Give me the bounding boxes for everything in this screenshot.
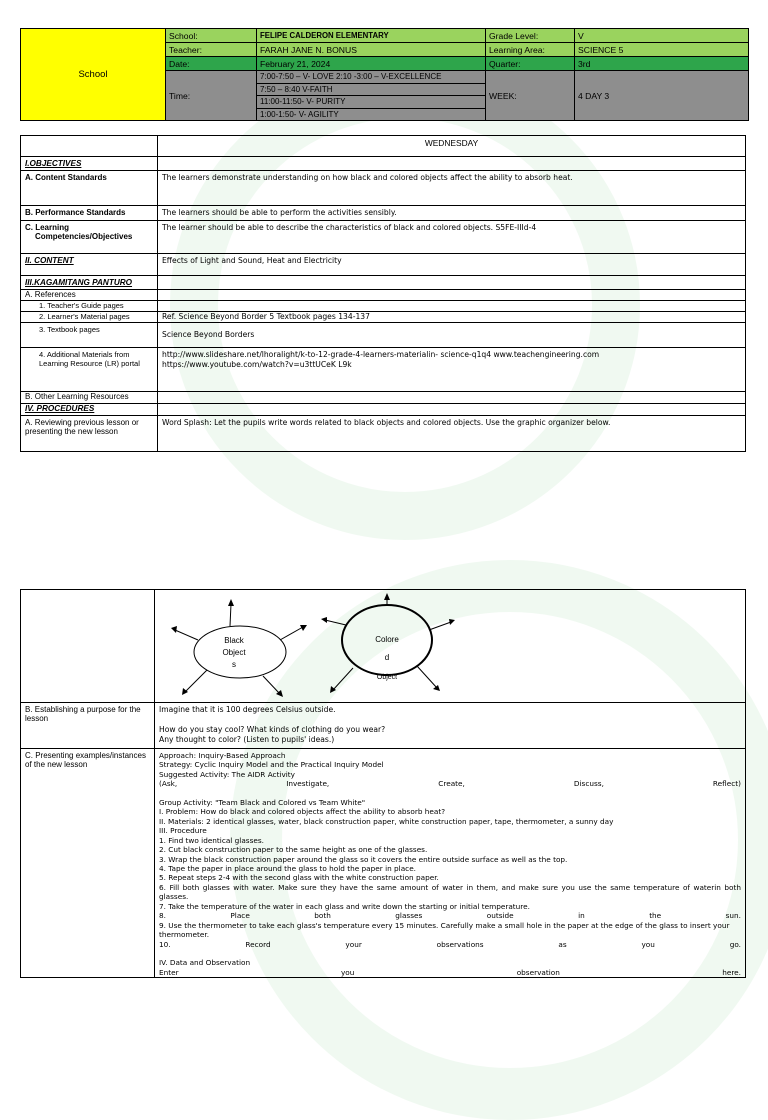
- reviewing-text: Word Splash: Let the pupils write words related to black objects and colored objects. Use the graphic organizer below.: [158, 416, 746, 452]
- school-label: School:: [166, 29, 257, 43]
- lesson-plan-table: [20, 135, 746, 452]
- word-splash-cell: [155, 590, 746, 703]
- week-label: WEEK:: [486, 71, 575, 121]
- content-text: Effects of Light and Sound, Heat and Electricity: [158, 254, 746, 276]
- week-value: 4 DAY 3: [575, 71, 749, 121]
- arrow-line: [325, 620, 346, 625]
- presenting-label: C. Presenting examples/instances of the new lesson: [21, 749, 155, 978]
- quarter-label: Quarter:: [486, 57, 575, 71]
- arrow-head: [449, 619, 455, 625]
- arrow-line: [417, 666, 437, 688]
- textbook-label: 3. Textbook pages: [21, 323, 158, 348]
- purpose-label: B. Establishing a purpose for the lesson: [21, 703, 155, 749]
- bubble-label-d: d: [384, 653, 390, 662]
- arrow-line: [185, 670, 207, 692]
- bubble-label-colore: Colore: [375, 635, 399, 644]
- date-label: Date:: [166, 57, 257, 71]
- step10-line: 10. Record your observations as you go.: [159, 939, 741, 949]
- objectives-heading: I.OBJECTIVES: [21, 157, 158, 171]
- kagamitang-heading: III.KAGAMITANG PANTURO: [21, 276, 158, 290]
- arrow-line: [175, 630, 198, 640]
- step8-line: 8. Place both glasses outside in the sun.: [159, 911, 741, 921]
- day-heading: WEDNESDAY: [158, 136, 746, 157]
- aidr-line: (Ask, Investigate, Create, Discuss, Reflect): [159, 779, 741, 789]
- arrow-head: [321, 617, 327, 623]
- time-line: 7:00-7:50 – V- LOVE 2:10 -3:00 – V-EXCELLENCE: [257, 71, 485, 84]
- arrow-head: [384, 593, 390, 600]
- competencies-label: C. Learning Competencies/Objectives: [21, 221, 158, 254]
- additional-materials-label: 4. Additional Materials from Learning Resource (LR) portal: [21, 348, 158, 392]
- reviewing-label: A. Reviewing previous lesson or presenting the new lesson: [21, 416, 158, 452]
- references-label: A. References: [21, 290, 158, 301]
- additional-materials-text: [158, 348, 746, 392]
- textbook-text: Science Beyond Borders: [158, 323, 746, 348]
- time-line: 11:00-11:50- V- PURITY: [257, 96, 485, 109]
- purpose-text: Imagine that it is 100 degrees Celsius outside. How do you stay cool? What kinds of clothing do you wear? Any thought to color? (Listen to pupils' ideas.): [155, 703, 746, 749]
- header-table: [20, 28, 749, 121]
- date-value: February 21, 2024: [257, 57, 486, 71]
- blank-cell: [21, 136, 158, 157]
- arrow-head: [433, 685, 440, 691]
- competencies-text: The learner should be able to describe the characteristics of black and colored objects. S5FE-IIId-4: [158, 221, 746, 254]
- slideshare-link[interactable]: http://www.slideshare.net/lhoralight/k-to-12-grade-4-learners-materialin- science-q1q4 www.teachengineering.com: [162, 350, 600, 359]
- area-label: Learning Area:: [486, 43, 575, 57]
- grade-label: Grade Level:: [486, 29, 575, 43]
- learners-material-label: 2. Learner's Material pages: [21, 312, 158, 323]
- bubble-label-object: Object: [376, 674, 398, 681]
- teachers-guide-label: 1. Teacher's Guide pages: [21, 301, 158, 312]
- time-values: [257, 71, 486, 121]
- quarter-value: 3rd: [575, 57, 749, 71]
- school-left-cell: School: [21, 29, 166, 121]
- teacher-value: FARAH JANE N. BONUS: [257, 43, 486, 57]
- enter-line: Enter you observation here.: [159, 967, 741, 977]
- content-heading: II. CONTENT: [21, 254, 158, 276]
- performance-standards-label: B. Performance Standards: [21, 206, 158, 221]
- bubble-label-s: s: [232, 660, 236, 669]
- content-standards-label: A. Content Standards: [21, 171, 158, 206]
- arrow-line: [263, 676, 280, 694]
- procedures-heading: IV. PROCEDURES: [21, 404, 158, 416]
- time-line: 7:50 – 8:40 V-FAITH: [257, 84, 485, 97]
- school-value: FELIPE CALDERON ELEMENTARY: [257, 29, 486, 43]
- performance-standards-text: The learners should be able to perform the activities sensibly.: [158, 206, 746, 221]
- presenting-text: Approach: Inquiry-Based Approach Strategy: Cyclic Inquiry Model and the Practical Inquiry Model Suggested Activity: The AIDR Activity (Ask, Investigate, Create, Discuss, Reflect) Group Activity: "Team Black and Colored vs Team White" I. Problem: How do black and colored objects affect the ability to absorb heat? II. Materials: 2 identical glasses, water, black construction paper, white construction paper, tape, thermometer, a sunny day III. Procedure 1. Find two identical glasses. 2. Cut black construction paper to the same height as one of the glasses. 3. Wrap the black construction paper around the glass so it covers the entire outside surface as well as the top. 4. Tape the paper in place around the glass to hold the paper in place. 5. Repeat steps 2-4 with the second glass with the white construction paper. 6. Fill both glasses with water. Make sure they have the same amount of water in them, and make sure you use the same temperature of waterin both glasses. 7. Take the temperature of the water in each glass and write down the starting or initial temperature. 8. Place both glasses outside in the sun. 9. Use the thermometer to take each glass's temperature every 15 minutes. Carefully make a small hole in the paper at the edge of the glass to insert your thermometer. 10. Record your observations as you go. IV. Data and Observation Enter you observation here.: [155, 749, 746, 978]
- arrow-line: [230, 604, 231, 626]
- area-value: SCIENCE 5: [575, 43, 749, 57]
- other-resources-label: B. Other Learning Resources: [21, 392, 158, 404]
- arrow-head: [171, 626, 177, 633]
- time-label: Time:: [166, 71, 257, 121]
- youtube-link[interactable]: https://www.youtube.com/watch?v=u3ttUCeK L9k: [162, 360, 352, 369]
- arrow-line: [333, 668, 353, 690]
- bubble-label-black: Black: [224, 636, 244, 645]
- word-splash-diagram: [155, 590, 745, 702]
- content-standards-text: The learners demonstrate understanding on how black and colored objects affect the ability to absorb heat.: [158, 171, 746, 206]
- arrow-line: [429, 622, 451, 630]
- lesson-plan-table-continued: [20, 589, 746, 978]
- learners-material-text: Ref. Science Beyond Border 5 Textbook pages 134-137: [158, 312, 746, 323]
- arrow-head: [182, 688, 188, 695]
- arrow-line: [280, 627, 303, 640]
- bubble-label-objects: Object: [222, 648, 246, 657]
- teacher-label: Teacher:: [166, 43, 257, 57]
- grade-value: V: [575, 29, 749, 43]
- arrow-head: [228, 599, 234, 606]
- time-line: 1:00-1:50- V- AGILITY: [260, 109, 339, 119]
